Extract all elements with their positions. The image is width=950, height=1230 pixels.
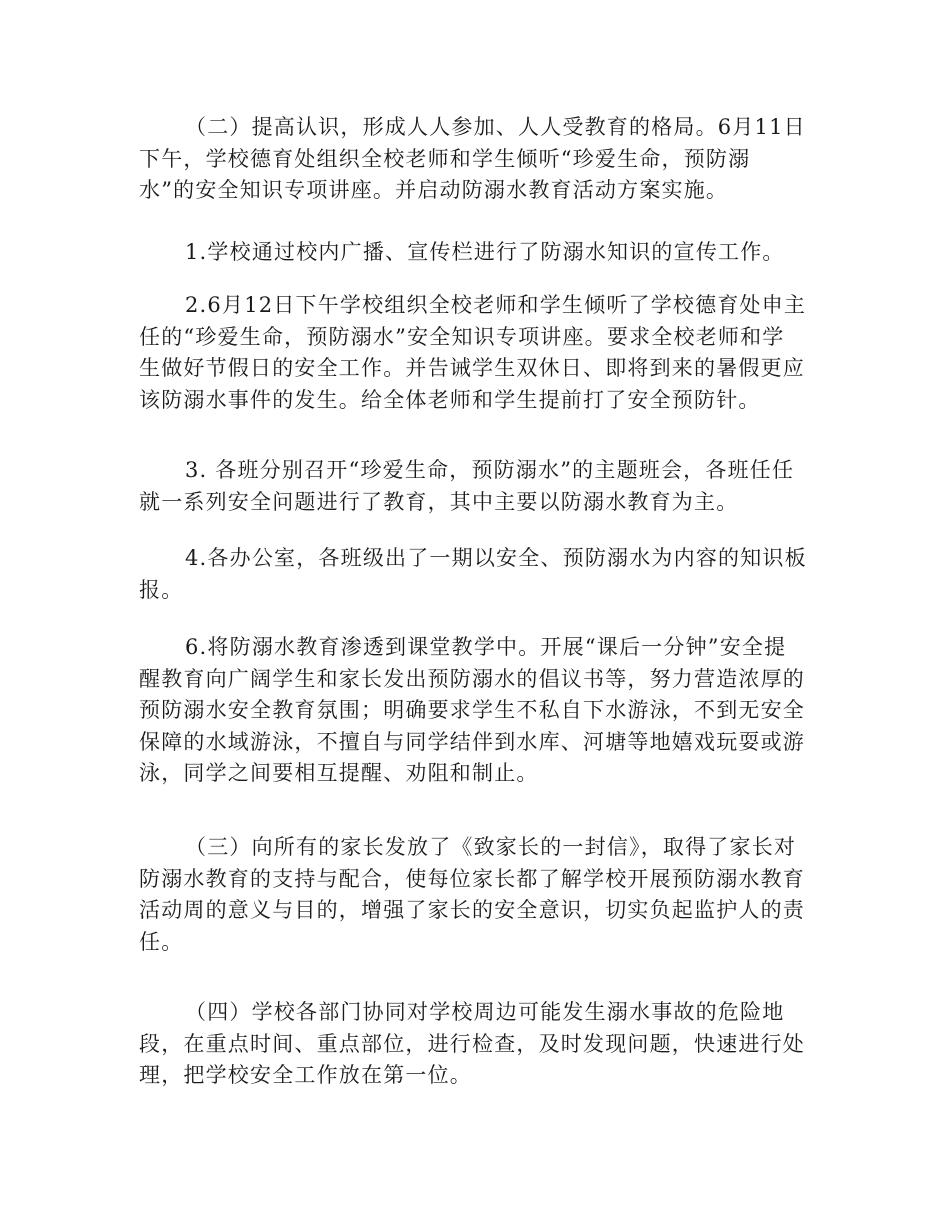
paragraph-line: 预防溺水安全教育氛围；明确要求学生不私自下水游泳，不到无安全: [139, 698, 805, 722]
paragraph-line: 1.学校通过校内广播、宣传栏进行了防溺水知识的宣传工作。: [185, 240, 785, 264]
paragraph-item-2: [139, 290, 819, 416]
paragraph-line: 泳，同学之间要相互提醒、劝阻和制止。: [139, 761, 539, 785]
paragraph-line: （二）提高认识，形成人人参加、人人受教育的格局。6月11日: [185, 115, 806, 139]
paragraph-line: 任。: [139, 929, 184, 954]
paragraph-line: 该防溺水事件的发生。给全体老师和学生提前打了安全预防针。: [139, 387, 761, 412]
paragraph-item-3: [139, 455, 819, 518]
paragraph-line: 3. 各班分别召开“珍爱生命，预防溺水”的主题班会，各班任任: [185, 458, 795, 482]
paragraph-item-1: [139, 237, 819, 269]
paragraph-line: 活动周的意义与目的，增强了家长的安全意识，切实负起监护人的责: [139, 898, 805, 922]
paragraph-line: 下午，学校德育处组织全校老师和学生倾听“珍爱生命，预防溺: [139, 146, 751, 171]
paragraph-line: 2.6月12日下午学校组织全校老师和学生倾听了学校德育处申主: [185, 293, 807, 317]
paragraph-line: （三）向所有的家长发放了《致家长的一封信》，取得了家长对: [185, 835, 797, 859]
paragraph-line: 生做好节假日的安全工作。并告诫学生双休日、即将到来的暑假更应: [139, 356, 805, 380]
paragraph-line: 段，在重点时间、重点部位，进行检查，及时发现问题，快速进行处: [139, 1031, 805, 1056]
paragraph-line: 防溺水教育的支持与配合，使每位家长都了解学校开展预防溺水教育: [139, 866, 805, 891]
paragraph-parent-letter: [139, 832, 819, 958]
paragraph-awareness: [139, 112, 819, 207]
paragraph-line: 保障的水域游泳，不擅自与同学结伴到水库、河塘等地嬉戏玩耍或游: [139, 729, 805, 754]
paragraph-line: 任的“珍爱生命，预防溺水”安全知识专项讲座。要求全校老师和学: [139, 324, 785, 349]
paragraph-line: 6.将防溺水教育渗透到课堂教学中。开展“课后一分钟”安全提: [185, 635, 787, 659]
paragraph-line: 4.各办公室，各班级出了一期以安全、预防溺水为内容的知识板: [185, 546, 807, 570]
paragraph-departments: [139, 997, 819, 1092]
paragraph-line: 醒教育向广阔学生和家长发出预防溺水的倡议书等，努力营造浓厚的: [139, 666, 805, 691]
paragraph-item-6: [139, 632, 819, 790]
paragraph-line: （四）学校各部门协同对学校周边可能发生溺水事故的危险地: [185, 1000, 785, 1024]
paragraph-line: 就一系列安全问题进行了教育，其中主要以防溺水教育为主。: [139, 489, 739, 514]
paragraph-item-4: [139, 543, 819, 606]
paragraph-line: 水”的安全知识专项讲座。并启动防溺水教育活动方案实施。: [139, 178, 729, 202]
paragraph-line: 报。: [139, 577, 184, 602]
paragraph-line: 理，把学校安全工作放在第一位。: [139, 1063, 472, 1087]
